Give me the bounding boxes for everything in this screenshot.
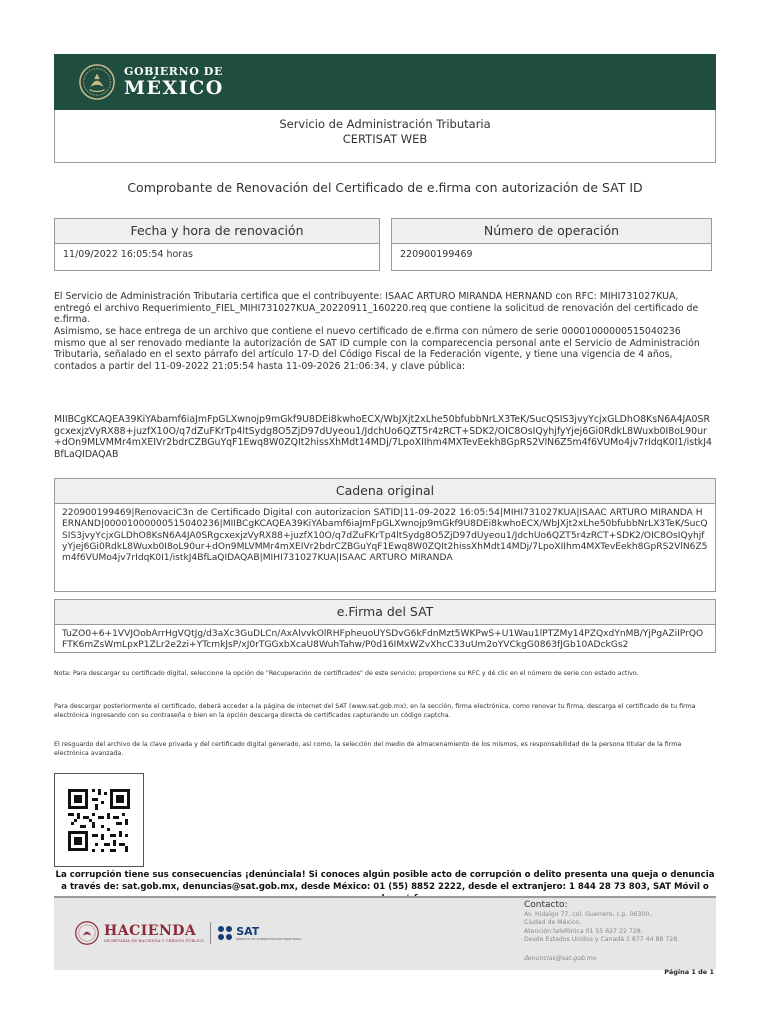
original-chain-box — [54, 478, 716, 592]
government-wordmark — [124, 66, 224, 98]
operation-number-box — [391, 218, 712, 271]
hacienda-wordmark — [104, 924, 204, 943]
renewal-date-value: 11/09/2022 16:05:54 horas — [63, 249, 193, 260]
sat-name: SAT — [236, 924, 260, 938]
mexico-seal-icon — [78, 63, 116, 101]
sat-dots-icon — [217, 925, 233, 941]
footer-logos — [74, 920, 301, 946]
sat-signature-label: e.Firma del SAT — [55, 600, 715, 625]
gov-line1: GOBIERNO DE — [124, 65, 223, 78]
logo-divider — [210, 922, 211, 944]
contact-line: Desde Estados Unidos y Canadá 1 877 44 88 728. — [524, 935, 680, 943]
sat-subtitle: SERVICIO DE ADMINISTRACIÓN TRIBUTARIA — [236, 936, 302, 941]
download-note: Nota: Para descargar su certificado digital, seleccione la opción de "Recuperación de certificados" de este servicio; proporcione su RFC y dé clic en el número de serie con estado activo. — [54, 670, 639, 677]
renewal-date-label: Fecha y hora de renovación — [55, 219, 379, 244]
government-header — [54, 54, 716, 110]
renewal-date-box — [54, 218, 380, 271]
contact-email: denuncias@sat.gob.mx — [524, 955, 597, 963]
delivery-paragraph: Asimismo, se hace entrega de un archivo que contiene el nuevo certificado de e.firma con número de serie 00001000000515040236 mismo que al ser renovado mediante la autorización de SAT ID cumple con la comparecencia personal ante el Servicio de Administración Tributaria, señalado en el sexto párrafo del artículo 17-D del Código Fiscal de la Federación vigente, y tiene una vigencia de 4 años, contados a partir del 11-09-2022 21:05:54 hasta 11-09-2026 21:06:34, y clave pública: — [54, 326, 700, 372]
hacienda-subtitle: SECRETARÍA DE HACIENDA Y CRÉDITO PÚBLICO — [104, 938, 205, 943]
contact-title: Contacto: — [524, 900, 568, 910]
operation-number-value: 220900199469 — [400, 249, 473, 260]
custody-note: El resguardo del archivo de la clave privada y del certificado digital generado, así como, la selección del medio de almacenamiento de los mismos, es responsabilidad de la persona titular de la firma electrónica avanzada. — [54, 741, 682, 757]
footer — [54, 896, 716, 970]
page-number: Página 1 de 1 — [664, 968, 714, 976]
hacienda-name: HACIENDA — [104, 922, 197, 939]
corruption-notice: La corrupción tiene sus consecuencias ¡denúnciala! Si conoces algún posible acto de corrupción o delito presenta una queja o denuncia a través de: sat.gob.mx, denuncias@sat.gob.mx, desde México: 01 (55) 8852 2222, desde el extranjero: 1 844 28 73 803, SAT Móvil o — [55, 870, 715, 892]
contact-line: Atención telefónica 01 55 627 22 728. — [524, 927, 643, 935]
contact-block — [524, 900, 714, 962]
contact-line: Ciudad de México. — [524, 919, 581, 927]
sat-signature-text: TuZO0+6+1VVJOobArrHgVQtJg/d3aXc3GuDLCn/AxAlvvkOlRHFpheuoUYSDvG6kFdnMzt5WKPwS+U1Wau1lPTZMy14PZQxdYnMB/YjPgAZiIPrQOFTK6mZsWmLpxP1ZLr2e2zi+YTcmkJsP/xJ0rTGGxbXcaU8WuhTahw/P0d16IMxWZvXhcC33uUm2oYVCkgG0863fJGb10ADckGs2 — [62, 629, 704, 651]
system-name: CERTISAT WEB — [342, 132, 428, 146]
public-key-text: MIIBCgKCAQEA39KiYAbamf6iaJmFpGLXwnojp9mGkf9U8DEi8kwhoECX/WbJXjt2xLhe50bfubbNrLX3TeK/SucQSIS3jvyYcjxGLDhO8KsN6A4JA0SRgcxexjzVyRX88+juzfX10O/q7dZuFKrTp4ltSydg8O5ZjD97dUyeou1/JdchUo6QZT5r4zRCT+SDK2/OIC8OsIQyhjfyYjej6Gi0RdkL8Wuxb0I8oL90ur+dOn9MLVMMr4mXEIVr2bdrCZBGuYqF1Ewq8W0ZQIt2hissXhMdt14MDj/7LpoXIIhm4MXTevEekh8GpRS2VlN6Z5m4f6VUMo4jv7rIdqK0I1/istkJ4BfLaQIDAQAB — [54, 414, 712, 460]
later-download-note: Para descargar posteriormente el certificado, deberá acceder a la página de internet del SAT (www.sat.gob.mx), en la sección, firma electrónica, como renovar tu firma, descarga el certificado de tu firma electrónica ingresando con su contraseña o bien en la opción descarga directa de certificados capturando un código captcha. — [54, 703, 696, 719]
certification-paragraph: El Servicio de Administración Tributaria certifica que el contribuyente: ISAAC ARTURO MIRANDA HERNAND con RFC: MIHI731027KUA, entregó el archivo Requerimiento_FIEL_MIHI731027KUA_20220911_160220.req que contiene la solicitud de renovación del certificado de e.firma. — [54, 291, 699, 325]
original-chain-text: 220900199469|RenovaciC3n de Certificado Digital con autorizacion SATID|11-09-2022 16:05:54|MIHI731027KUA|ISAAC ARTURO MIRANDA HERNAND|00001000000515040236|MIIBCgKCAQEA39KiYAbamf6iaJmFpGLXwnojp9mGkf9U8DEi8kwhoECX/WbJXjt2xLhe50bfubbNrLX3TeK/SucQSIS3jvyYcjxGLDhO8KsN6A4JA0SRgcxexjzVyRX88+juzfX10O/q7dZuFKrTp4ltSydg8O5ZjD97dUyeou1/JdchUo6QZT5r4zRCT+SDK2/OIC8OsIQyhjfyYjej6Gi0RdkL8Wuxb0I8oL90ur+dOn9MLVMMr4mXEIVr2bdrCZBGuYqF1Ewq8W0ZQIt2hissXhMdt14MDj/7LpoXIIhm4MXTevEekh8GpRS2VlN6Z5m4f6VUMo4jv7rIdqK0I1/istkJ4BfLaQIDAQAB|MIHI731027KUA|ISAAC ARTURO MIRANDA — [62, 508, 708, 564]
hacienda-seal-icon — [74, 920, 100, 946]
document-title: Comprobante de Renovación del Certificado de e.firma con autorización de SAT ID — [127, 180, 643, 195]
contact-line: Av. Hidalgo 77, col. Guerrero, c.p. 06300, — [524, 911, 652, 918]
original-chain-label: Cadena original — [55, 479, 715, 504]
org-name: Servicio de Administración Tributaria — [279, 117, 491, 131]
gov-line2: MÉXICO — [124, 77, 224, 99]
qr-code-icon — [55, 774, 143, 866]
qr-code — [54, 773, 144, 867]
operation-number-label: Número de operación — [392, 219, 711, 244]
sat-logo — [217, 925, 301, 941]
sat-title-box — [54, 110, 716, 163]
sat-signature-box — [54, 599, 716, 653]
sat-wordmark — [236, 926, 301, 941]
